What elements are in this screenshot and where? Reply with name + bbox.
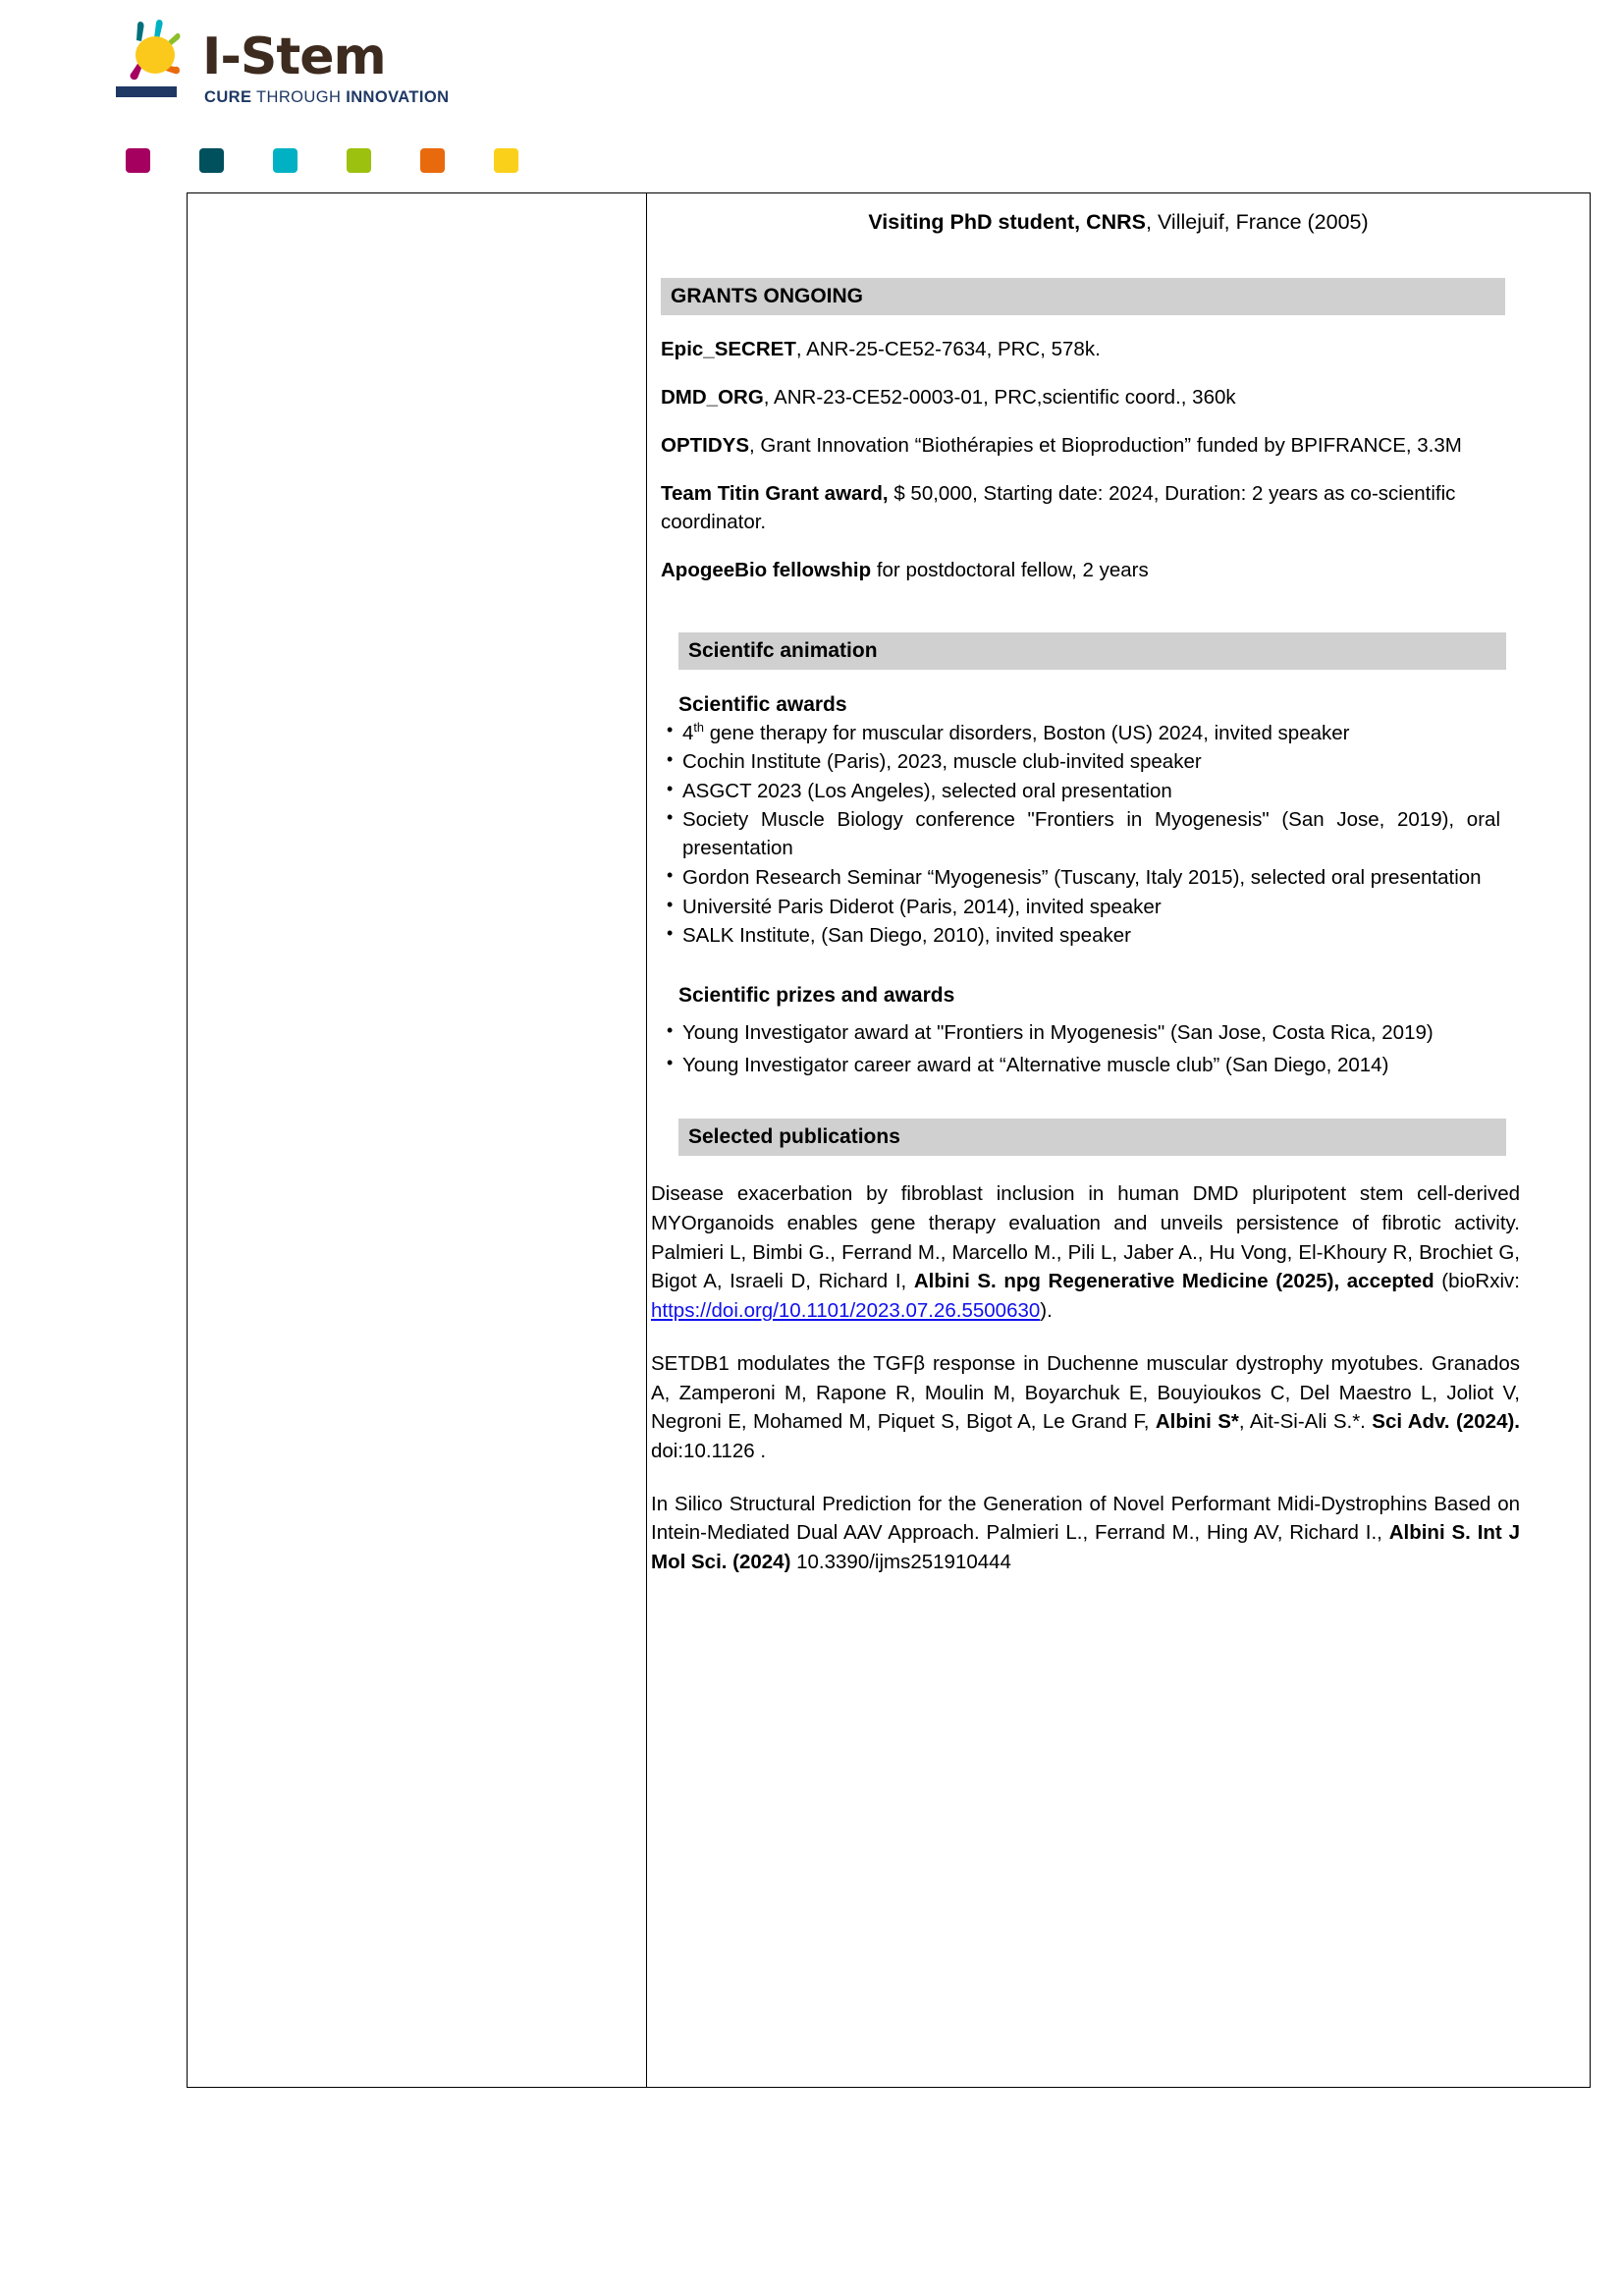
publication-text: (bioRxiv: (1434, 1270, 1520, 1293)
grant-name: Team Titin Grant award, (661, 482, 889, 506)
grant-name: DMD_ORG (661, 386, 764, 410)
subheading-scientific-awards: Scientific awards (678, 692, 847, 716)
award-rest: gene therapy for muscular disorders, Boston (US) 2024, invited speaker (704, 721, 1350, 744)
brand-swatch-row (126, 148, 538, 174)
list-item: • SALK Institute, (San Diego, 2010), invited speaker (661, 922, 1500, 951)
grant-item (661, 431, 1505, 460)
cv-table-right-column (647, 193, 1590, 2087)
publication-highlight: Albini S* (1155, 1410, 1239, 1434)
doi-link[interactable]: https://doi.org/10.1101/2023.07.26.5500630 (651, 1299, 1041, 1323)
cv-table-left-column (188, 193, 647, 2087)
publication-text: SETDB1 modulates the TGFβ response in Duchenne muscular dystrophy myotubes. Granados A, Zamperoni M, Rapone R, Moulin M, Boyarchuk E, Bouyioukos C, Del Maestro L, Joliot V, Negroni E, Mohamed M, Piquet S, Bigot A, Le Grand F, (651, 1351, 1520, 1434)
award-prefix: 4 (682, 721, 694, 744)
swatch-cyan (273, 148, 298, 173)
publication-text: ). (1040, 1299, 1053, 1323)
scientific-prizes-list (661, 1019, 1500, 1079)
grant-detail: , Grant Innovation “Biothérapies et Bioproduction” funded by BPIFRANCE, 3.3M (749, 434, 1462, 458)
section-header-selected-publications: Selected publications (678, 1119, 1506, 1156)
swatch-green (347, 148, 371, 173)
cv-table (187, 192, 1591, 2088)
publication-text: Disease exacerbation by fibroblast inclusion in human DMD pluripotent stem cell-derived MYOrganoids enables gene therapy evaluation and unveils persistence of fibrotic activity. Palmieri L, Bimbi G., Ferrand M., Marcello M., Pili L, Jaber A., Hu Vong, El-Khoury R, Brochiet G, Bigot A, Israeli D, Richard I, (651, 1182, 1520, 1293)
list-item: • ASGCT 2023 (Los Angeles), selected oral presentation (661, 778, 1500, 806)
section-header-scientific-animation: Scientifc animation (678, 632, 1506, 670)
list-item: • Cochin Institute (Paris), 2023, muscle club-invited speaker (661, 748, 1500, 777)
page-header (0, 0, 1623, 187)
grant-item (661, 479, 1505, 536)
publication-highlight: Albini S. npg Regenerative Medicine (2025), accepted (913, 1270, 1434, 1293)
istem-sun-icon (116, 18, 200, 100)
logo-wordmark: I-Stem (202, 27, 386, 86)
visiting-phd-bold: Visiting PhD student, CNRS (868, 210, 1147, 234)
grant-item (661, 556, 1505, 584)
list-item: • Université Paris Diderot (Paris, 2014), invited speaker (661, 894, 1500, 922)
grant-name: ApogeeBio fellowship (661, 559, 872, 582)
grant-detail: for postdoctoral fellow, 2 years (871, 559, 1149, 582)
publication-highlight: Albini S. Int J Mol Sci. (2024) (651, 1521, 1520, 1574)
istem-logo (116, 18, 450, 126)
list-item: • Society Muscle Biology conference "Frontiers in Myogenesis" (San Jose, 2019), oral presentation (661, 806, 1500, 862)
scientific-awards-list (661, 719, 1500, 951)
tagline-innovation: INNOVATION (346, 88, 450, 106)
grant-detail: , ANR-25-CE52-7634, PRC, 578k. (795, 337, 1101, 360)
publication-text: 10.3390/ijms251910444 (790, 1551, 1011, 1574)
subheading-scientific-prizes: Scientific prizes and awards (678, 983, 955, 1007)
tagline-cure: CURE (204, 88, 252, 106)
award-ordinal-suffix: th (693, 719, 705, 735)
grant-detail: , ANR-23-CE52-0003-01, PRC,scientific coord., 360k (763, 386, 1236, 410)
list-item (661, 719, 1500, 748)
publication-text: doi:10.1126 . (651, 1440, 767, 1463)
visiting-phd-line (647, 209, 1590, 237)
swatch-yellow (494, 148, 518, 173)
publication-entry (651, 1179, 1520, 1326)
grant-detail: $ 50,000, Starting date: 2024, Duration: 2 years as co-scientific coordinator. (661, 482, 1456, 534)
publication-text: , Ait-Si-Ali S.*. (1238, 1410, 1373, 1434)
swatch-orange (420, 148, 445, 173)
publication-entry (651, 1490, 1520, 1577)
visiting-phd-rest: , Villejuif, France (2005) (1146, 210, 1369, 234)
grant-item (661, 335, 1505, 363)
list-item: • Young Investigator award at "Frontiers in Myogenesis" (San Jose, Costa Rica, 2019) (661, 1019, 1500, 1048)
publication-entry (651, 1349, 1520, 1466)
tagline-through: THROUGH (251, 88, 347, 106)
grant-item (661, 383, 1505, 411)
grant-name: Epic_SECRET (661, 337, 796, 360)
list-item: • Gordon Research Seminar “Myogenesis” (Tuscany, Italy 2015), selected oral presentation (661, 864, 1500, 893)
swatch-magenta (126, 148, 150, 173)
publication-journal: Sci Adv. (2024). (1372, 1410, 1520, 1434)
publication-text: In Silico Structural Prediction for the Generation of Novel Performant Midi-Dystrophins Based on Intein-Mediated Dual AAV Approach. Palmieri L., Ferrand M., Hing AV, Richard I., (651, 1492, 1520, 1545)
logo-tagline (204, 88, 449, 107)
section-header-grants-ongoing: GRANTS ONGOING (661, 278, 1505, 315)
list-item: • Young Investigator career award at “Alternative muscle club” (San Diego, 2014) (661, 1052, 1500, 1080)
grant-name: OPTIDYS (661, 434, 749, 458)
swatch-teal (199, 148, 224, 173)
